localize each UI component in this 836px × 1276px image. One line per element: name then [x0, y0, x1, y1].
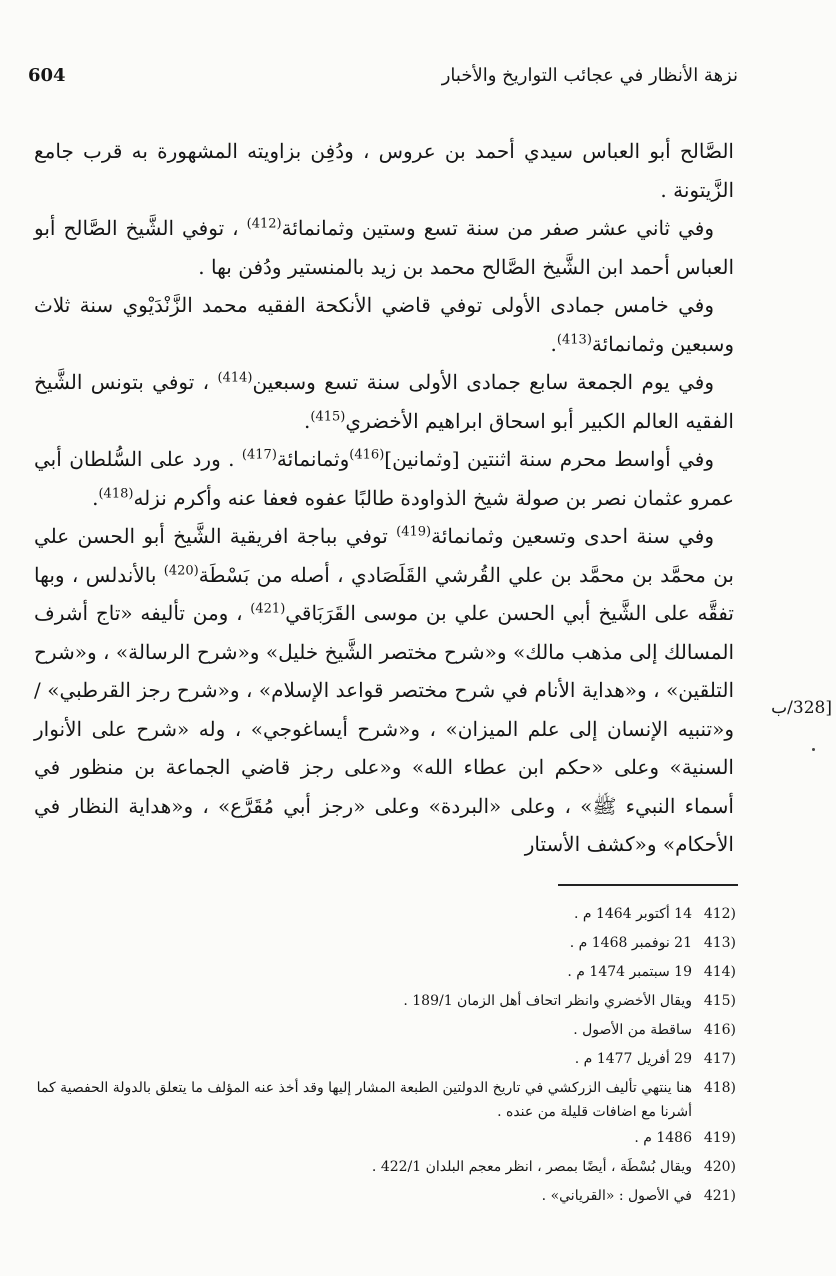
footnote	[34, 900, 736, 929]
footnotes	[34, 900, 736, 1211]
footnote-text: 14 أكتوبر 1464 م .	[573, 906, 692, 922]
paragraph-text: وثمانمائة	[276, 447, 350, 471]
footnote-text: ويقال بُسْطَة ، أيضًا بمصر ، انظر معجم البلدان 422/1 .	[371, 1159, 692, 1175]
paragraph-text: ، ومن تأليفه «تاج أشرف المسالك إلى مذهب مالك» و«شرح مختصر الشَّيخ خليل» و«شرح الرسالة» ، و«شرح التلقين» ، و«هداية الأنام في شرح مختصر قواعد الإسلام» ، و«شرح رجز القرطبي» / و«تنبيه الإنسان إلى علم الميزان» ، و«شرح أيساغوجي» ، وله «شرح على الأنوار السنية» وعلى «حكم ابن عطاء الله» و«على رجز قاضي الجماعة بن منظور في أسماء النبيء ﷺ» ، وعلى «البردة» وعلى «رجز أبي مُقَرَّع» ، و«هداية النظار في الأحكام» و«كشف الأستار	[34, 601, 734, 856]
paragraph-text: .	[92, 485, 99, 510]
footnote-number: 413)	[703, 935, 736, 951]
paragraph-text: وفي يوم الجمعة سابع جمادى الأولى سنة تسع وسبعين	[252, 370, 714, 394]
paragraph	[34, 363, 734, 440]
footnote-ref[interactable]: (413)	[556, 331, 592, 347]
footnote-ref[interactable]: (421)	[250, 601, 286, 617]
footnote-text: 19 سبتمبر 1474 م .	[567, 964, 692, 980]
footnote-number: 417)	[703, 1051, 736, 1067]
paragraph	[34, 286, 734, 363]
footnote-text: في الأصول : «القرياني» .	[541, 1188, 692, 1204]
paragraph-text: وفي أواسط محرم سنة اثنتين [وثمانين]	[384, 447, 715, 471]
paragraph-text: توفي بباجة افريقية الشَّيخ أبو الحسن علي بن محمَّد بن محمَّد بن علي القُرشي القَلَصَادي ، أصله من بَسْطَة	[34, 524, 734, 587]
ink-dot	[812, 748, 815, 751]
footnote-number: 415)	[703, 993, 736, 1009]
footnote-number: 416)	[703, 1022, 736, 1038]
footnote	[34, 1045, 736, 1074]
paragraph-text: ، توفي الشَّيخ الصَّالح أبو العباس أحمد ابن الشَّيخ الصَّالح محمد بن زيد بالمنستير ودُفن بها .	[34, 216, 734, 279]
footnote	[34, 1016, 736, 1045]
paragraph-text: . ورد على السُّلطان أبي عمرو عثمان نصر بن صولة شيخ الذواودة طالبًا عفوه فعفا عنه وأكرم نزله	[34, 447, 734, 510]
footnote	[34, 1124, 736, 1153]
footnote-ref[interactable]: (418)	[98, 485, 134, 501]
footnote-ref[interactable]: (416)	[349, 447, 385, 463]
paragraph-text: وفي خامس جمادى الأولى توفي قاضي الأنكحة الفقيه محمد الزَّنْدَيْوي سنة ثلاث وسبعين وثمانمائة	[34, 293, 734, 356]
footnote-number: 414)	[703, 964, 736, 980]
footnote	[34, 987, 736, 1016]
footnote-number: 420)	[703, 1159, 736, 1175]
paragraph	[34, 132, 734, 209]
paragraph-text: الصَّالح أبو العباس سيدي أحمد بن عروس ، ودُفِن بزاويته المشهورة به قرب جامع الزَّيتونة .	[34, 139, 734, 202]
paragraph-text: ، توفي بتونس الشَّيخ الفقيه العالم الكبير أبو اسحاق ابراهيم الأخضري	[34, 370, 734, 433]
footnote-text: 29 أفريل 1477 م .	[574, 1051, 692, 1067]
manuscript-folio-note: [328/ب	[771, 698, 832, 718]
footnote	[34, 958, 736, 987]
paragraph-text: وفي سنة احدى وتسعين وثمانمائة	[431, 524, 714, 548]
footnote-number: 418)	[703, 1080, 736, 1096]
footnote-ref[interactable]: (419)	[396, 524, 432, 540]
paragraph	[34, 517, 734, 864]
footnote	[34, 1153, 736, 1182]
footnote-ref[interactable]: (412)	[246, 216, 282, 232]
footnote	[34, 1074, 736, 1124]
paragraph-text: بالأندلس ، وبها تفقَّه على الشَّيخ أبي الحسن علي بن موسى القَرَبَاقي	[34, 562, 734, 625]
book-title: نزهة الأنظار في عجائب التواريخ والأخبار	[441, 64, 738, 86]
footnote-number: 412)	[703, 906, 736, 922]
footnote-text: 21 نوفمبر 1468 م .	[569, 935, 692, 951]
footnote-divider	[558, 884, 738, 886]
paragraph-text: وفي ثاني عشر صفر من سنة تسع وستين وثمانمائة	[281, 216, 714, 240]
footnote-text: ويقال الأخضري وانظر اتحاف أهل الزمان 189/1 .	[403, 993, 692, 1009]
footnote-text: هنا ينتهي تأليف الزركشي في تاريخ الدولتين الطبعة المشار إليها وقد أخذ عنه المؤلف ما يتعلق بالدولة الحفصية كما أشرنا مع اضافات قليلة من عنده .	[36, 1080, 692, 1120]
footnote-number: 419)	[703, 1130, 736, 1146]
footnote-ref[interactable]: (417)	[241, 447, 277, 463]
footnote-number: 421)	[703, 1188, 736, 1204]
footnote-text: ساقطة من الأصول .	[573, 1022, 692, 1038]
footnote	[34, 929, 736, 958]
paragraph-text: .	[550, 331, 557, 356]
footnote-text: 1486 م .	[634, 1130, 692, 1146]
footnote	[34, 1182, 736, 1211]
running-header	[28, 58, 738, 92]
paragraph	[34, 209, 734, 286]
paragraph	[34, 440, 734, 517]
page-number: 604	[28, 64, 66, 86]
footnote-ref[interactable]: (414)	[217, 370, 253, 386]
paragraph-text: .	[304, 408, 311, 433]
main-text	[34, 132, 734, 864]
footnote-ref[interactable]: (415)	[310, 408, 346, 424]
footnote-ref[interactable]: (420)	[163, 562, 199, 578]
